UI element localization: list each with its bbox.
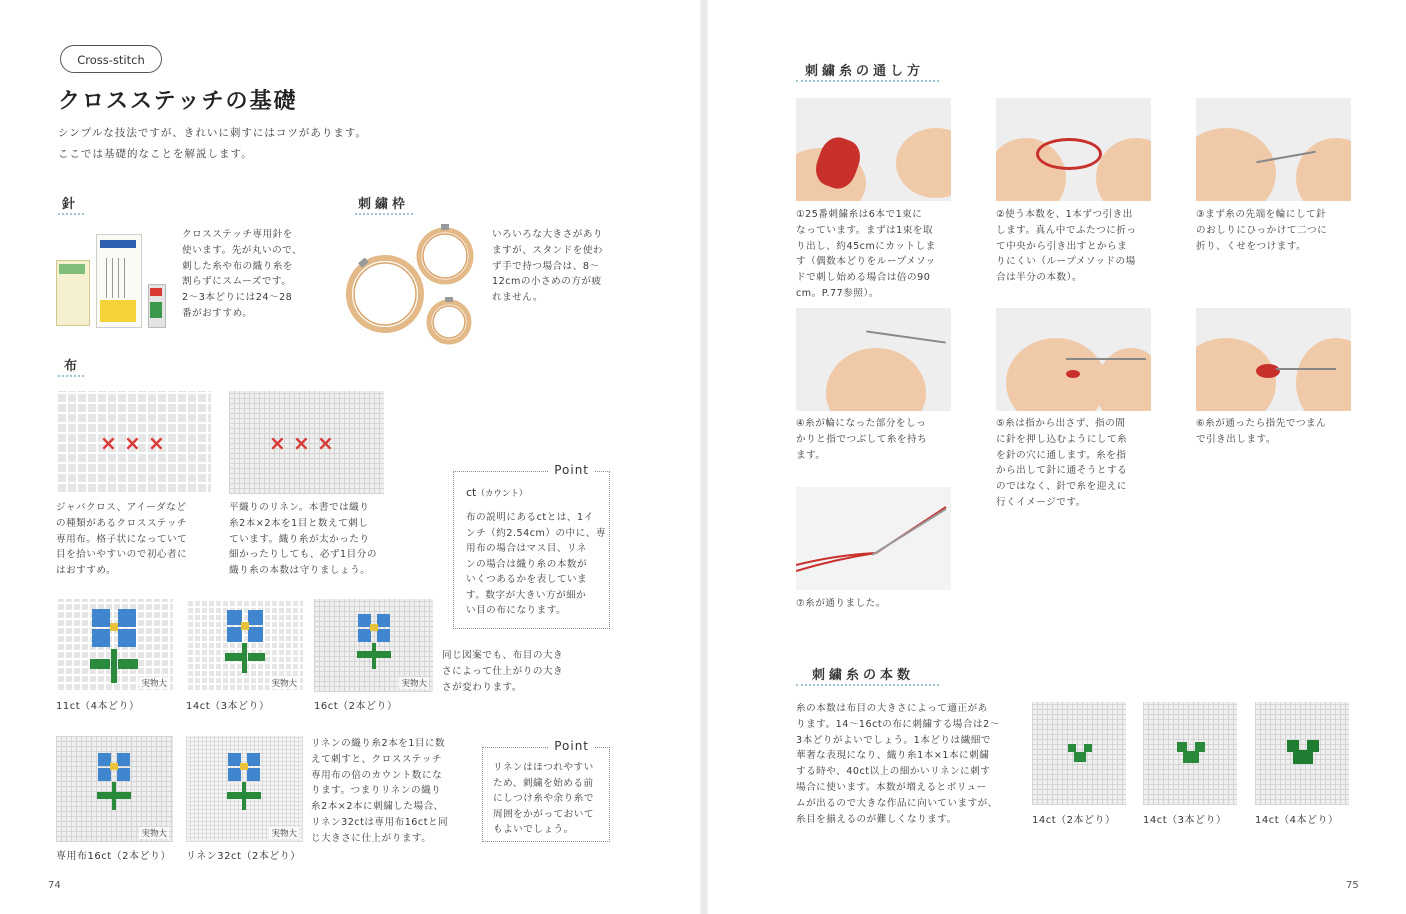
- point-linen-text: リネンはほつれやすい ため、刺繍を始める前 にしつけ糸や余り糸で 周囲をかがっておいて もよいでしょう。: [493, 762, 594, 835]
- intro-text: シンプルな技法ですが、きれいに刺すにはコツがあります。 ここでは基礎的なことを解説します。: [58, 127, 367, 160]
- strand-caption: 14ct（2本どり）: [1032, 815, 1116, 826]
- page-title: クロスステッチの基礎: [58, 89, 298, 114]
- step2-photo: [996, 98, 1151, 201]
- strand-sample-4-image: [1255, 702, 1349, 805]
- linen-text: 平織りのリネン。本書では織り 糸2本×2本を1目と数えて刺し ています。織り糸が太かったり 細かったりしても、必ず1目分の 織り糸の本数は守りましょう。: [229, 502, 377, 577]
- strands-heading: 刺繍糸の本数: [812, 668, 915, 683]
- point-term: ct（カウント）: [466, 486, 528, 499]
- embroidery-hoops-image: [345, 218, 480, 350]
- point-label: Point: [548, 739, 595, 753]
- step4-text: ④糸が輪になった部分をしっ かりと指でつぶして糸を持ち ます。: [796, 418, 928, 461]
- point-box-count: [453, 463, 610, 629]
- point-box-linen: [482, 739, 610, 842]
- linen-count-text: リネンの織り糸2本を1目に数 えて刺すと、クロスステッチ 専用布の倍のカウント数にな ります。つまりリネンの織り 糸2本×2本に刺繍した場合、 リネン32ctは専用布16ctと同 じ大きさに仕上がります。: [311, 738, 449, 844]
- step1-text: ①25番刺繍糸は6本で1束に なっています。まずは1束を取 り出し、約45cmにカットしま す（偶数本どりをループメソッ ドで刺し始める場合は倍の90 cm。P.77参照）。: [796, 209, 936, 299]
- category-tag: Cross-stitch: [60, 45, 162, 73]
- step6-photo: [1196, 308, 1351, 411]
- fabric-heading: 布: [64, 359, 82, 374]
- step7-text: ⑦糸が通りました。: [796, 598, 886, 609]
- threading-heading: 刺繍糸の通し方: [805, 64, 925, 79]
- heading-underline: [796, 684, 939, 689]
- step3-photo: [1196, 98, 1351, 201]
- sample-caption: 14ct（3本どり）: [186, 701, 270, 712]
- page-number-right: 75: [1346, 880, 1359, 891]
- strand-sample-3-image: [1143, 702, 1237, 805]
- page-gutter: [700, 0, 708, 914]
- step2-text: ②使う本数を、1本ずつ引き出 します。真ん中でふたつに折っ て中央から引き出すとからま りにくい（ループメソッドの場 合は半分の本数）。: [996, 209, 1137, 284]
- heading-underline: [796, 80, 939, 85]
- sample-caption: リネン32ct（2本どり）: [186, 851, 301, 862]
- sample-11ct-image: 実物大: [56, 599, 173, 692]
- step7-photo: [796, 487, 951, 590]
- step4-photo: [796, 308, 951, 411]
- strand-sample-2-image: [1032, 702, 1126, 805]
- sample-caption: 11ct（4本どり）: [56, 701, 140, 712]
- needle-text: クロスステッチ専用針を 使います。先が丸いので、 刺した糸や布の織り糸を 割らずにスムーズです。 2～3本どりには24～28 番がおすすめ。: [182, 229, 303, 319]
- heading-underline: [58, 375, 84, 380]
- strands-text: 糸の本数は布目の大きさによって適正があ ります。14～16ctの布に刺繍する場合は2～ 3本どりがよいでしょう。1本どりは繊細で 華奢な表現になり、織り糸1本×1本に刺繍 する時や、40ct以上の細かいリネンに刺す 場合に使います。本数が増えるとボリュー ムが出るので大きな作品に向いていますが、 糸目を揃えるのが難しくなります。: [796, 703, 1000, 825]
- aida-text: ジャバクロス、アイーダなど の種類があるクロスステッチ 専用布。格子状になっていて 目を拾いやすいので初心者に はおすすめ。: [56, 502, 188, 577]
- sample-16ct-image: 実物大: [314, 599, 433, 692]
- hoop-heading: 刺繍枠: [358, 197, 410, 212]
- step6-text: ⑥糸が通ったら指先でつまん で引き出します。: [1196, 418, 1327, 445]
- step1-photo: [796, 98, 951, 201]
- heading-underline: [58, 213, 84, 218]
- needle-heading: 針: [62, 197, 80, 212]
- same-design-text: 同じ図案でも、布目の大き さによって仕上がりの大き さが変わります。: [442, 650, 564, 693]
- needle-package-image: [56, 230, 174, 330]
- sample-caption: 専用布16ct（2本どり）: [56, 851, 172, 862]
- sample-caption: 16ct（2本どり）: [314, 701, 398, 712]
- linen-fabric-image: × × ×: [229, 391, 384, 494]
- strand-caption: 14ct（4本どり）: [1255, 815, 1339, 826]
- hoop-text: いろいろな大きさがあり ますが、スタンドを使わ ず手で持つ場合は、8～ 12cmの小さめの方が疲 れません。: [492, 229, 604, 304]
- sample-aida-16ct-image: 実物大: [56, 736, 173, 842]
- page-number-left: 74: [48, 880, 61, 891]
- step5-text: ⑤糸は指から出さず、指の間 に針を押し込むようにして糸 を針の穴に通します。糸を指 から出して針に通そうとする のではなく、針で糸を迎えに 行くイメージです。: [996, 418, 1128, 508]
- step3-text: ③まず糸の先端を輪にして針 のおしりにひっかけて二つに 折り、くせをつけます。: [1196, 209, 1328, 252]
- point-count-text: 布の説明にあるctとは、1イ ンチ（約2.54cm）の中に、専 用布の場合はマス目、リネ ンの場合は織り糸の本数が いくつあるかを表していま す。数字が大きい方が細か い目の布になります。: [466, 512, 606, 616]
- sample-linen-32ct-image: 実物大: [186, 736, 303, 842]
- step5-photo: [996, 308, 1151, 411]
- sample-14ct-image: 実物大: [186, 599, 303, 692]
- aida-fabric-image: × × ×: [56, 391, 211, 494]
- strand-caption: 14ct（3本どり）: [1143, 815, 1227, 826]
- point-label: Point: [548, 463, 595, 477]
